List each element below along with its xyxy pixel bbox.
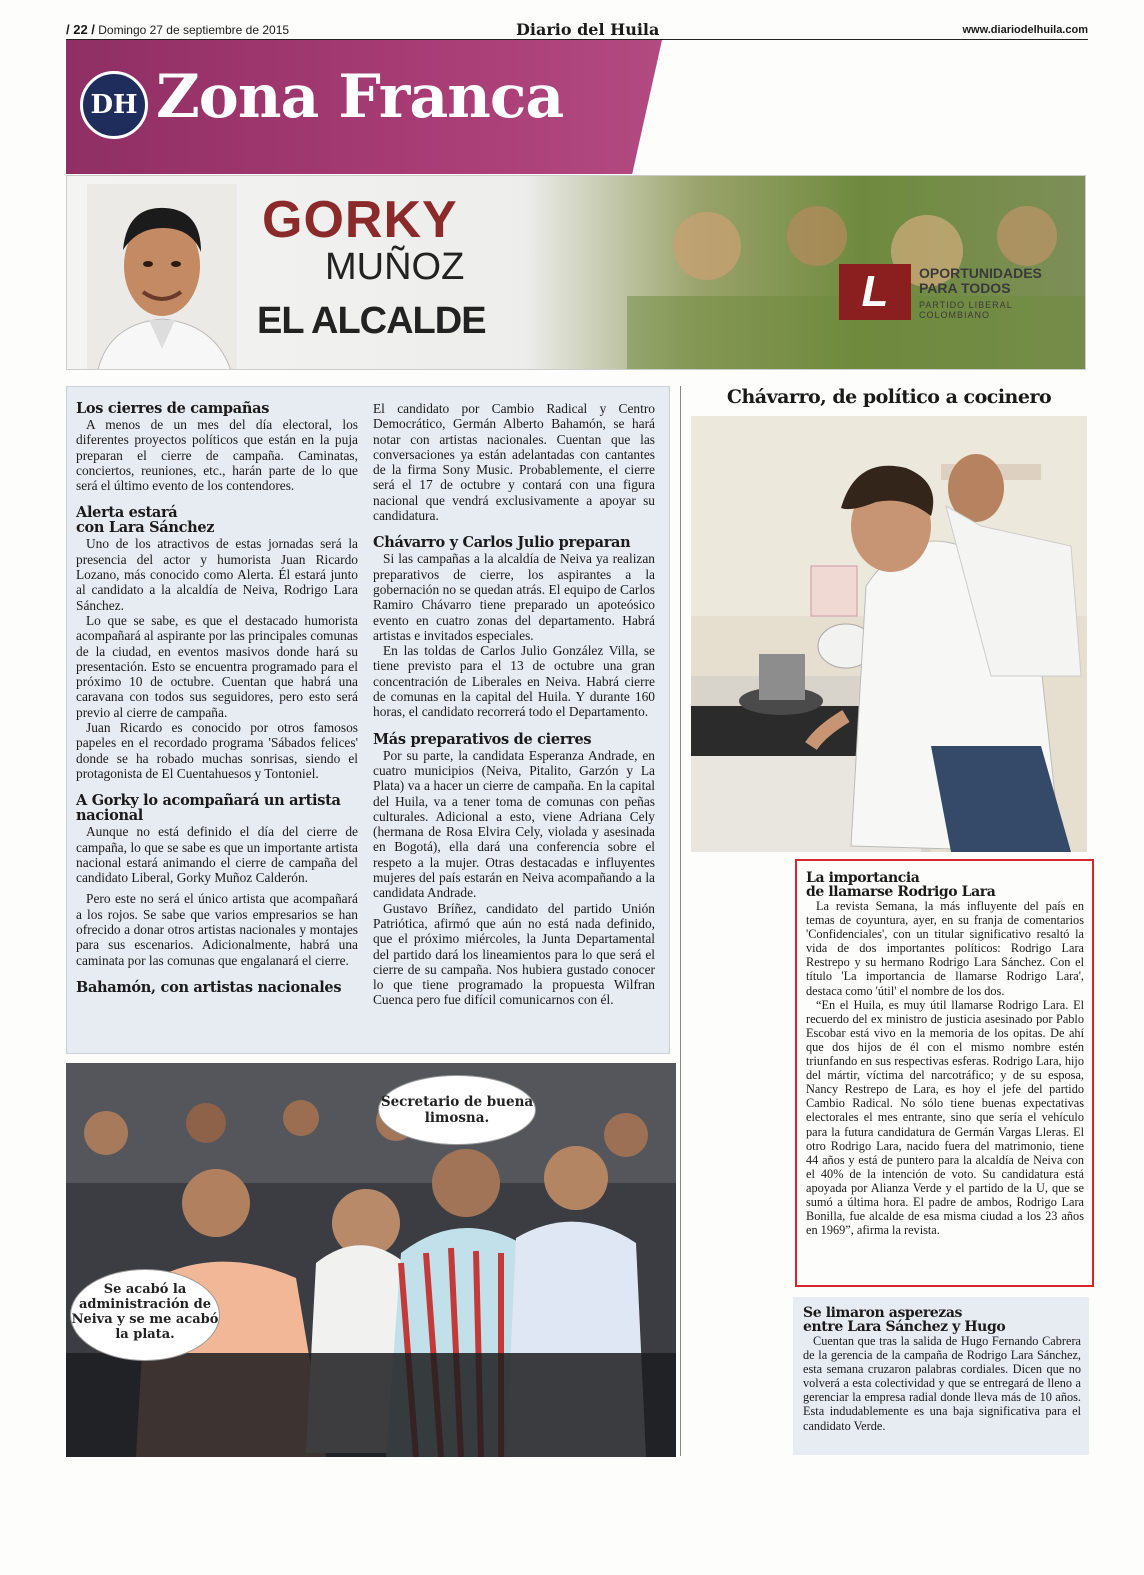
article-title-asperezas: [803, 1306, 1081, 1334]
kitchen-photo: [691, 416, 1087, 852]
column-divider: [680, 386, 681, 1456]
article-paragraph: Juan Ricardo es conocido por otros famosos papeles en el recordado programa 'Sábados felices' donde se ha robado muchas sonrisas, siendo el protagonista de El Cuentahuesos y Tontoniel.: [76, 720, 358, 781]
ad-slogan: [919, 266, 1042, 296]
publication-date: Domingo 27 de septiembre de 2015: [98, 23, 290, 37]
section-title: Zona Franca: [156, 62, 564, 132]
article-paragraph: “En el Huila, es muy útil llamarse Rodrigo Lara. El recuerdo del ex ministro de justicia asesinado por Pablo Escobar está vivo en la memoria de los opitas. De ahí que dos hijos de él con el mismo nombre estén triunfando en sus respectivas esferas. Rodrigo Lara, hijo del mártir, víctima del narcotráfico; y de su esposa, Nancy Restrepo de Lara, es hoy el jefe del partido Cambio Radical. No sólo tiene buenas expectativas electorales el mes entrante, sino que sería el vehículo para la futura candidatura de Germán Vargas Lleras. El otro Rodrigo Lara, nacido fuera del matrimonio, tiene 44 años y está de puntero para la alcaldía de Neiva con el 40% de la intención de voto. Su candidatura está apoyada por Alianza Verde y el partido de la U, que se sumó a última hora. El padre de ambos, Rodrigo Lara Bonilla, fue alcalde de esa misma ciudad a los 23 años en 1969”, afirma la revista.: [806, 997, 1084, 1238]
campaign-advertisement: [66, 175, 1086, 370]
title-line: con Lara Sánchez: [76, 519, 215, 537]
man-cooking-icon: [691, 416, 1087, 852]
dh-logo: DH: [80, 71, 148, 139]
article-box-asperezas: [793, 1297, 1089, 1455]
highlighted-article-lara: [795, 859, 1094, 1287]
newspaper-name: Diario del Huila: [516, 20, 660, 39]
ad-slogan-line2: PARA TODOS: [919, 280, 1011, 296]
candidate-portrait-icon: [87, 184, 237, 370]
ad-slogan-line1: OPORTUNIDADES: [919, 265, 1042, 281]
article-paragraph: Lo que se sabe, es que el destacado humorista acompañará al aspirante por las principales comunas de la ciudad, en eventos masivos donde hará su presentación. Esto se encuentra programado para el próximo 10 de octubre. Cuentan que habrá una caravana con todos sus seguidores, pero esto será previo al cierre de campaña.: [76, 612, 358, 720]
article-paragraph: La revista Semana, la más influyente del país en temas de coyuntura, ayer, en su franja de comentarios 'Confidenciales', con un titular significativo resaltó la vida de dos importantes políticos: Rodrigo Lara Restrepo y su hermano Rodrigo Lara Sánchez. Con el título 'La importancia de llamarse Rodrigo Lara', destaca como 'útil' el nombre de los dos.: [806, 899, 1084, 998]
ad-party-name: PARTIDO LIBERAL COLOMBIANO: [919, 300, 1013, 320]
article-title-lara: [806, 871, 1084, 899]
newspaper-website: www.diariodelhuila.com: [962, 24, 1088, 36]
article-paragraph: Cuentan que tras la salida de Hugo Fernando Cabrera de la gerencia de la campaña de Rodrigo Lara Sánchez, esta semana cruzaron palabras cordiales. Dicen que no volverá a esta colectividad y que se entregará de lleno a gerenciar la empresa radial donde lleva más de 10 años. Esta indudablemente es una baja significativa para el candidato Verde.: [803, 1334, 1081, 1433]
liberal-party-logo: L: [839, 264, 911, 320]
article-body-cierres: A menos de un mes del día electoral, los diferentes proyectos políticos que están en la puja preparan el cierre de campaña. Caminatas, conciertos, reuniones, etc., harán parte de lo que será el último evento de los contendores.: [76, 417, 358, 494]
article-paragraph: Pero este no será el único artista que acompañará a los rojos. Se sabe que varios empresarios se han ofrecido a donar otros artistas nacionales y montajes para sus escenarios. Adicionalmente, habrá una caminata por las comunas que engalanará el cierre.: [76, 891, 358, 968]
page-header: [66, 20, 1088, 40]
title-line: A Gorky lo acompañará un artista: [76, 792, 341, 810]
article-title-preparativos: Más preparativos de cierres: [373, 730, 592, 748]
article-title-cierres: Los cierres de campañas: [76, 400, 270, 417]
main-articles-box: [66, 386, 670, 1054]
page-number: / 22 /: [66, 22, 95, 37]
article-paragraph: En las toldas de Carlos Julio González Villa, se tiene previsto para el 13 de octubre una gran concentración de Liberales en Neiva. Habrá cierre de comunas en la capital del Huila. Y durante 160 horas, el candidato recorrerá todo el Departamento.: [373, 643, 655, 720]
title-line: La importancia: [806, 870, 920, 886]
article-paragraph: Por su parte, la candidata Esperanza Andrade, en cuatro municipios (Neiva, Pitalito, Garzón y La Plata) va a hacer un cierre de campaña. En la capital del Huila, va a tener toma de comunas con peñas culturales. Adicional a esto, viene Adriana Cely (hermana de Rosa Elvira Cely, violada y asesinada en Bogotá), ella dará una conferencia sobre el respeto a la mujer. Otras destacadas e influyentes mujeres del país estarán en Neiva acompañando a la candidata Andrade.: [373, 747, 655, 901]
ad-candidate-office: EL ALCALDE: [257, 300, 486, 342]
article-paragraph: Aunque no está definido el día del cierre de campaña, lo que se sabe es que un importante artista nacional estará animando el cierre de campaña del candidato Liberal, Gorky Muñoz Calderón.: [76, 824, 358, 886]
article-column-1: [76, 401, 358, 996]
title-line: de llamarse Rodrigo Lara: [806, 884, 996, 900]
article-paragraph: Uno de los atractivos de estas jornadas será la presencia del actor y humorista Juan Ricardo Lozano, más conocido como Alerta. Él estará junto al candidato a la alcaldía de Neiva, Rodrigo Lara Sánchez.: [76, 536, 358, 613]
header-left: [66, 22, 289, 37]
article-paragraph: Gustavo Bríñez, candidato del partido Unión Patriótica, afirmó que aún no está nada definido, que el próximo miércoles, la Junta Departamental del partido dará los lineamientos para lo que será el cierre de su campaña. Nos hubiera gustado conocer lo que tiene programado la propuesta Wilfran Cuenca pero fue difícil comunicarnos con él.: [373, 900, 655, 1008]
article-paragraph: El candidato por Cambio Radical y Centro Democrático, Germán Alberto Bahamón, se hará notar con artistas nacionales. Cuentan que las conversaciones ya están adelantadas con cantantes de la firma Sony Music. Probablemente, el cierre será el 17 de octubre y contará con una figura nacional que vendrá exclusivamente a apoyar su candidatura.: [373, 401, 655, 524]
article-title-gorky: [76, 793, 358, 823]
audience-icon: [66, 1063, 676, 1457]
article-column-2: [373, 401, 655, 1008]
article-title-bahamon: Bahamón, con artistas nacionales: [76, 978, 342, 996]
title-line: entre Lara Sánchez y Hugo: [803, 1319, 1006, 1335]
ad-candidate-firstname: GORKY: [262, 191, 458, 249]
speech-bubble-acabo: Se acabó la administración de Neiva y se me acabó la plata.: [70, 1269, 220, 1361]
article-title-chavarro-carlos: Chávarro y Carlos Julio preparan: [373, 534, 631, 552]
crowd-photo: [66, 1063, 676, 1457]
ad-candidate-lastname: MUÑOZ: [325, 246, 465, 288]
title-line: Se limaron asperezas: [803, 1305, 963, 1321]
article-paragraph: Si las campañas a la alcaldía de Neiva ya realizan preparativos de cierre, los aspirantes a la gobernación no se quedan atrás. El equipo de Carlos Ramiro Chávarro tiene preparado un apoteósico evento en cuatro zonas del departamento. Habrá artistas e invitados especiales.: [373, 551, 655, 643]
article-title-chavarro-cocinero: Chávarro, de político a cocinero: [726, 386, 1052, 408]
title-line: nacional: [76, 807, 143, 825]
speech-bubble-secretario: Secretario de buena limosna.: [378, 1075, 536, 1145]
title-line: Alerta estará: [76, 504, 178, 522]
article-title-alerta: [76, 505, 358, 535]
